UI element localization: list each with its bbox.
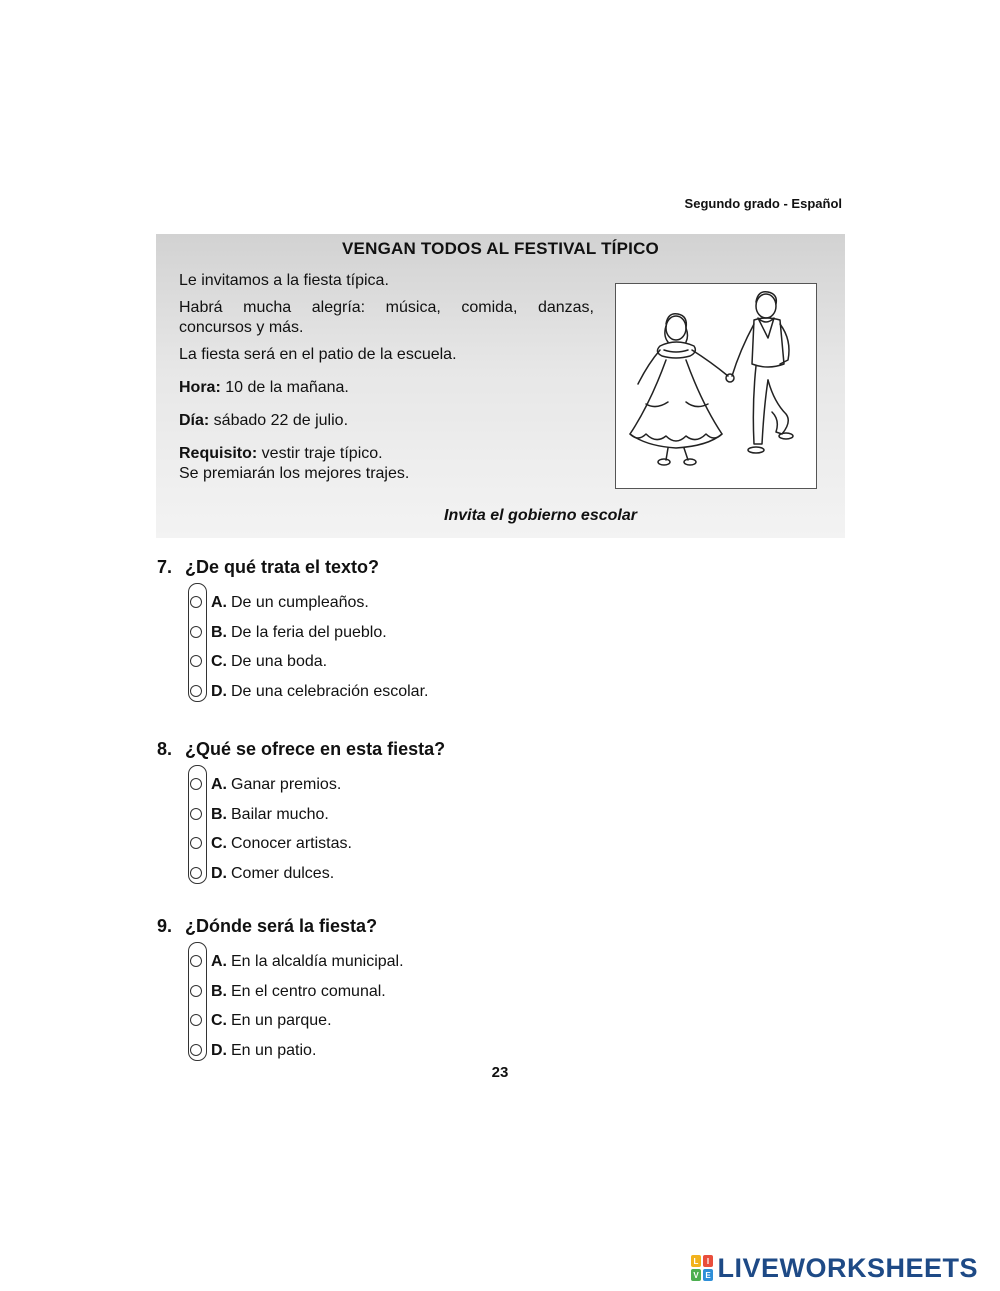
option-text: De la feria del pueblo.	[231, 623, 387, 641]
question-9	[157, 914, 404, 1065]
radio-bubble-icon[interactable]	[190, 808, 202, 820]
radio-bubble-icon[interactable]	[190, 867, 202, 879]
option-text: En el centro comunal.	[231, 982, 386, 1000]
option-text: De un cumpleaños.	[231, 594, 369, 611]
radio-bubble-icon[interactable]	[190, 626, 202, 638]
question-number: 8.	[157, 739, 173, 759]
answer-option-b[interactable]	[188, 977, 404, 1007]
flyer-activities-line-2: concursos y más.	[179, 319, 304, 336]
logo-letter-v: V	[693, 1271, 700, 1280]
option-text: En un parque.	[231, 1012, 332, 1029]
option-text: En la alcaldía municipal.	[231, 953, 404, 970]
flyer-time-label: Hora:	[179, 379, 221, 396]
flyer-day-line	[179, 411, 594, 431]
option-text: De una boda.	[231, 653, 328, 670]
question-text: ¿Dónde será la fiesta?	[185, 916, 378, 936]
flyer-title: VENGAN TODOS AL FESTIVAL TÍPICO	[342, 239, 659, 258]
flyer-body	[179, 271, 594, 484]
radio-bubble-icon[interactable]	[190, 1014, 202, 1026]
question-number: 9.	[157, 916, 173, 936]
option-letter: B.	[211, 623, 227, 641]
dancing-children-drawing	[616, 284, 816, 488]
question-title	[157, 914, 404, 938]
dancing-children-illustration	[615, 283, 817, 489]
option-letter: D.	[211, 1041, 227, 1059]
flyer-location-line: La fiesta será en el patio de la escuela.	[179, 346, 457, 363]
flyer-time-line	[179, 378, 594, 398]
option-letter: A.	[211, 953, 227, 970]
question-text: ¿De qué trata el texto?	[185, 557, 380, 577]
radio-bubble-icon[interactable]	[190, 596, 202, 608]
question-title	[157, 555, 428, 579]
festival-flyer	[156, 234, 845, 538]
option-text: Conocer artistas.	[231, 835, 352, 852]
answer-option-a[interactable]	[188, 947, 404, 977]
option-letter: C.	[211, 835, 227, 852]
flyer-day-label: Día:	[179, 412, 210, 429]
option-letter: B.	[211, 982, 227, 1000]
answer-option-a[interactable]	[188, 770, 445, 800]
option-letter: C.	[211, 1012, 227, 1029]
flyer-time-value: 10 de la mañana.	[220, 379, 349, 396]
answer-option-c[interactable]	[188, 1006, 404, 1036]
option-letter: D.	[211, 682, 227, 700]
option-text: Comer dulces.	[231, 864, 335, 882]
answer-option-b[interactable]	[188, 800, 445, 830]
radio-bubble-icon[interactable]	[190, 837, 202, 849]
liveworksheets-logo-icon	[691, 1255, 713, 1281]
logo-letter-i: I	[707, 1257, 710, 1266]
answer-option-d[interactable]	[188, 677, 428, 707]
option-text: Ganar premios.	[231, 776, 342, 793]
page-number: 23	[491, 1064, 509, 1081]
flyer-prize-line: Se premiarán los mejores trajes.	[179, 465, 410, 482]
question-7	[157, 555, 428, 706]
question-8	[157, 737, 445, 888]
option-letter: A.	[211, 594, 227, 611]
document-header: Segundo grado - Español	[684, 196, 842, 211]
radio-bubble-icon[interactable]	[190, 655, 202, 667]
answer-options	[188, 770, 445, 888]
radio-bubble-icon[interactable]	[190, 778, 202, 790]
radio-bubble-icon[interactable]	[190, 985, 202, 997]
flyer-activities-line: Habrá mucha alegría: música, comida, danzas,	[179, 299, 594, 316]
answer-option-c[interactable]	[188, 829, 445, 859]
flyer-requirement-line	[179, 444, 594, 464]
answer-options	[188, 588, 428, 706]
flyer-invite-line: Le invitamos a la fiesta típica.	[179, 272, 389, 289]
option-letter: D.	[211, 864, 227, 882]
logo-letter-l: L	[694, 1257, 699, 1266]
answer-option-d[interactable]	[188, 859, 445, 889]
radio-bubble-icon[interactable]	[190, 955, 202, 967]
flyer-requirement-value: vestir traje típico.	[257, 445, 383, 462]
answer-options	[188, 947, 404, 1065]
liveworksheets-brand	[691, 1253, 978, 1283]
flyer-signature: Invita el gobierno escolar	[444, 507, 637, 524]
question-title	[157, 737, 445, 761]
option-letter: B.	[211, 805, 227, 823]
flyer-day-value: sábado 22 de julio.	[209, 412, 349, 429]
brand-name: LIVEWORKSHEETS	[717, 1252, 978, 1283]
answer-option-a[interactable]	[188, 588, 428, 618]
answer-option-c[interactable]	[188, 647, 428, 677]
flyer-requirement-label: Requisito:	[179, 445, 258, 462]
answer-option-b[interactable]	[188, 618, 428, 648]
answer-option-d[interactable]	[188, 1036, 404, 1066]
option-text: De una celebración escolar.	[231, 682, 429, 700]
logo-letter-e: E	[705, 1271, 712, 1280]
question-number: 7.	[157, 557, 173, 577]
option-letter: C.	[211, 653, 227, 670]
question-text: ¿Qué se ofrece en esta fiesta?	[185, 739, 446, 759]
radio-bubble-icon[interactable]	[190, 1044, 202, 1056]
option-letter: A.	[211, 776, 227, 793]
option-text: En un patio.	[231, 1041, 317, 1059]
option-text: Bailar mucho.	[231, 805, 329, 823]
radio-bubble-icon[interactable]	[190, 685, 202, 697]
